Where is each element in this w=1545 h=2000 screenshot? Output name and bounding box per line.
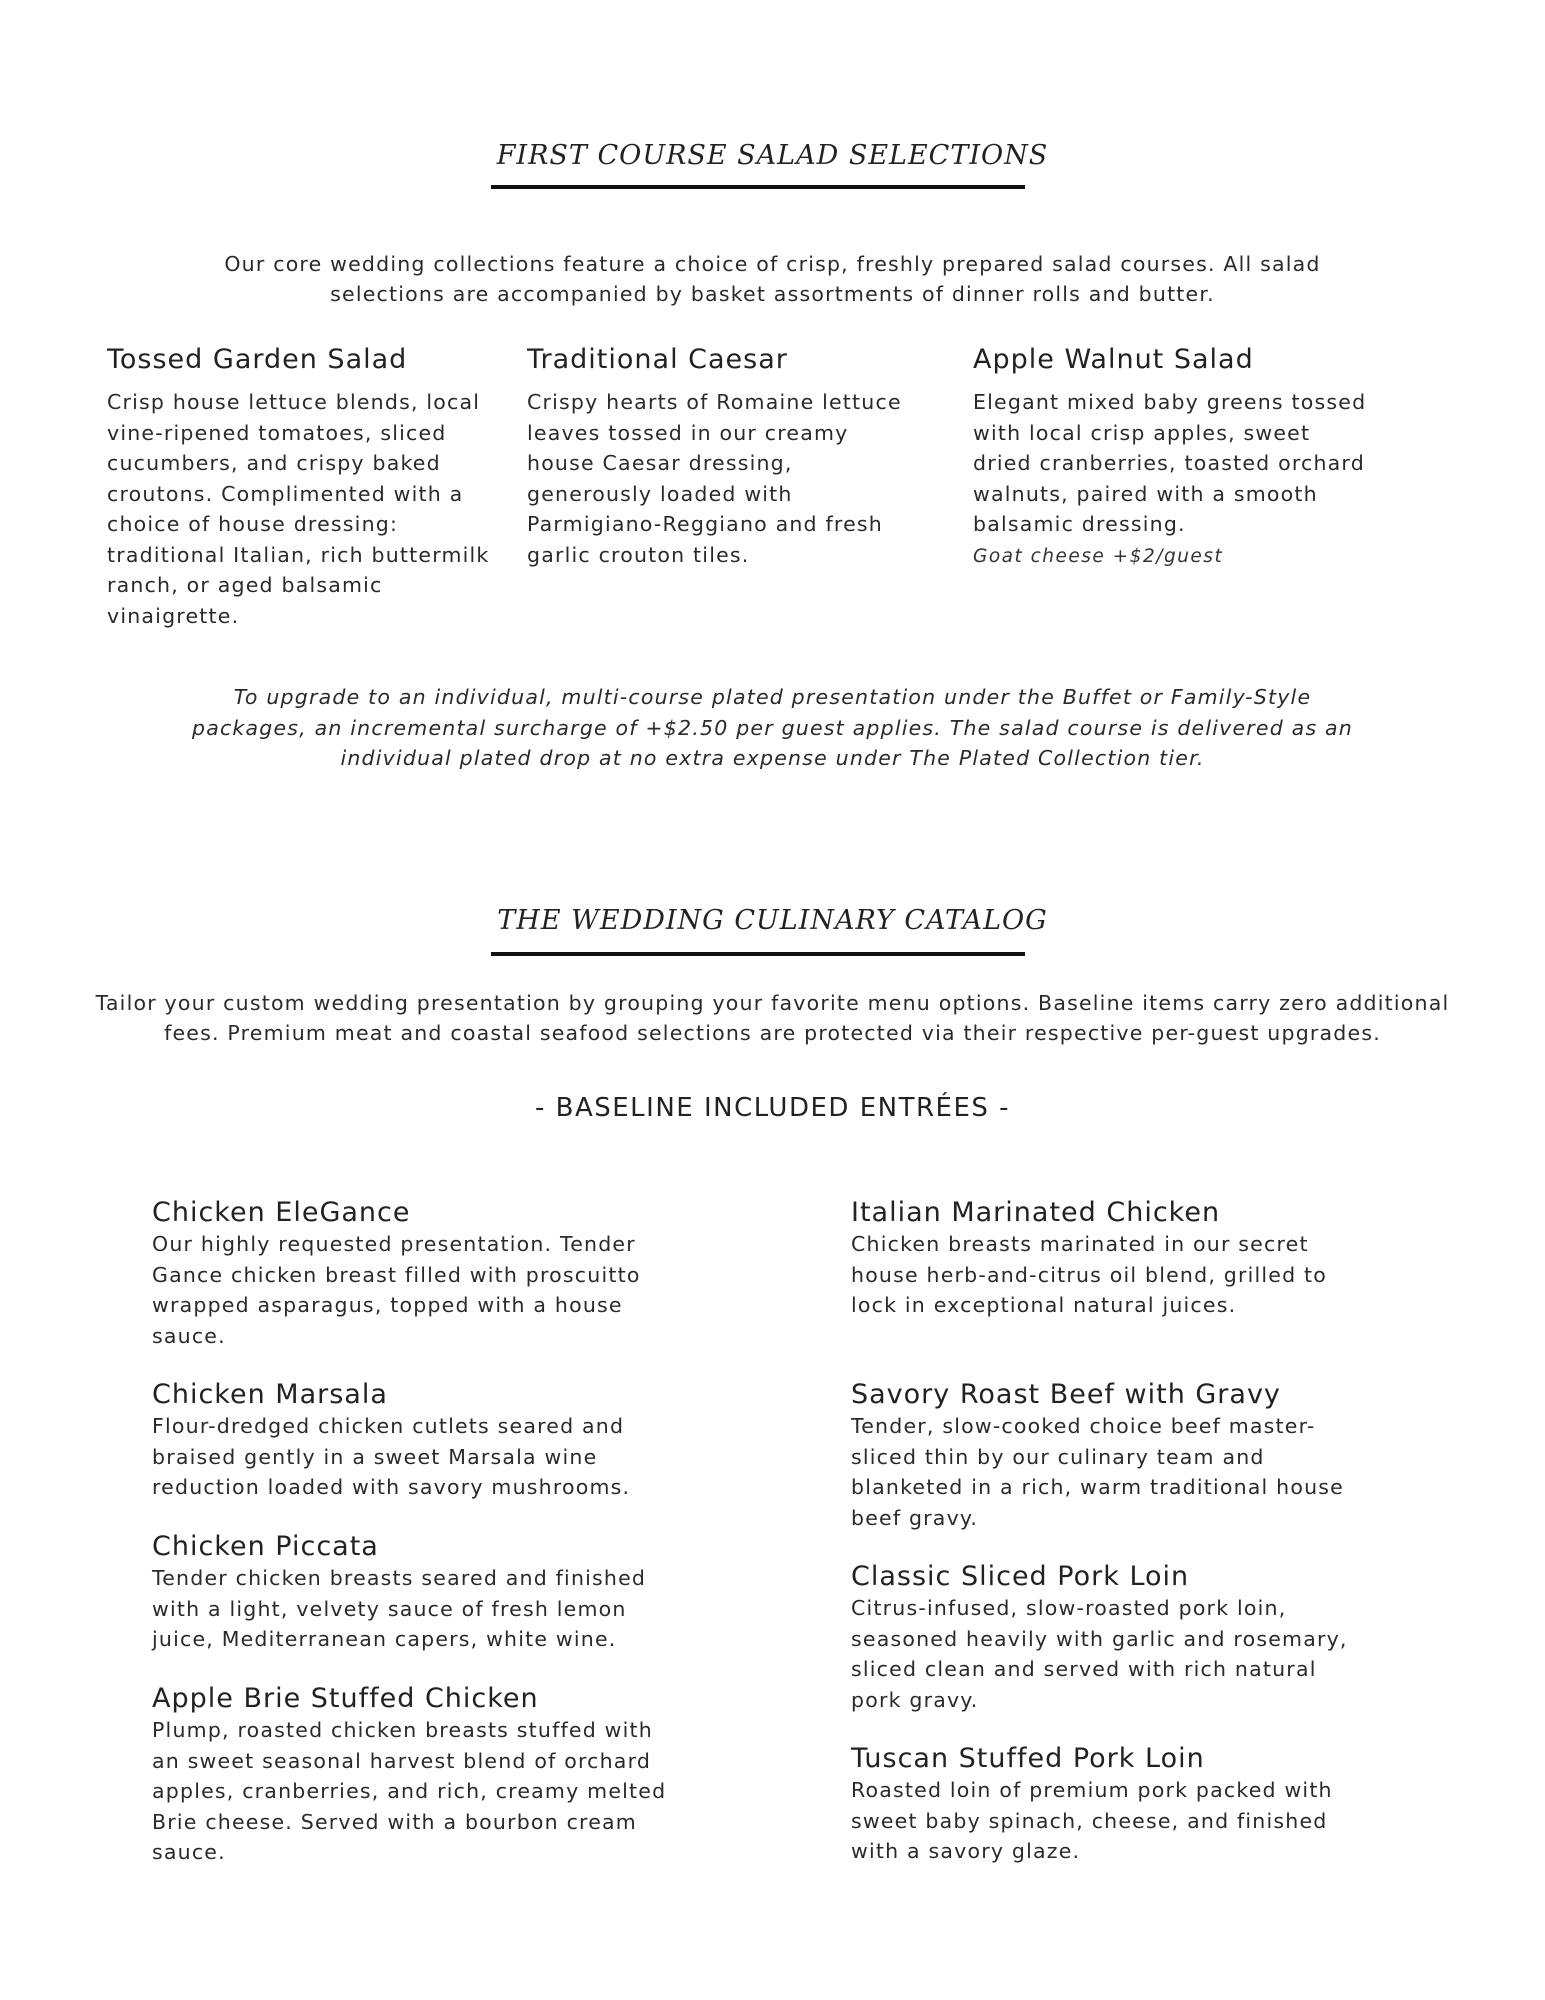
catalog-section-title: THE WEDDING CULINARY CATALOG (497, 905, 1048, 936)
entree-chicken-piccata (152, 1531, 672, 1655)
entree-name: Savory Roast Beef with Gravy (851, 1379, 1281, 1410)
catalog-title-rule (491, 952, 1025, 956)
entree-apple-brie-stuffed-chicken (152, 1683, 672, 1868)
salad-name: Traditional Caesar (527, 344, 788, 375)
baseline-entrees-subheading: - BASELINE INCLUDED ENTRÉES - (534, 1093, 1011, 1123)
salad-name: Apple Walnut Salad (973, 344, 1254, 375)
salad-description: Crisp house lettuce blends, local vine-ripened tomatoes, sliced cucumbers, and crispy baked croutons. Complimented with a choice of house dressing: traditional Italian, rich buttermilk ranch, or aged balsamic vinaigrette. (107, 390, 490, 628)
salad-section-title: FIRST COURSE SALAD SELECTIONS (496, 140, 1049, 171)
entree-name: Classic Sliced Pork Loin (851, 1561, 1190, 1592)
salad-apple-walnut (973, 344, 1373, 567)
entree-description: Plump, roasted chicken breasts stuffed with an sweet seasonal harvest blend of orchard apples, cranberries, and rich, creamy melted Brie cheese. Served with a bourbon cream sauce. (152, 1718, 667, 1864)
salad-title-rule (491, 185, 1025, 189)
entree-italian-marinated-chicken (851, 1197, 1371, 1321)
entree-name: Chicken EleGance (152, 1197, 411, 1228)
catalog-intro: Tailor your custom wedding presentation by grouping your favorite menu options. Baseline items carry zero additional fees. Premium meat and coastal seafood selections are protected via their respective per-guest upgrades. (95, 991, 1450, 1045)
entree-savory-roast-beef (851, 1379, 1371, 1533)
entree-description: Chicken breasts marinated in our secret house herb-and-citrus oil blend, grilled to lock in exceptional natural juices. (851, 1232, 1328, 1317)
entree-name: Apple Brie Stuffed Chicken (152, 1683, 539, 1714)
salad-description: Elegant mixed baby greens tossed with local crisp apples, sweet dried cranberries, toasted orchard walnuts, paired with a smooth balsamic dressing. (973, 390, 1367, 536)
entree-classic-sliced-pork-loin (851, 1561, 1371, 1715)
salad-description: Crispy hearts of Romaine lettuce leaves tossed in our creamy house Caesar dressing, generously loaded with Parmigiano-Reggiano and fresh garlic crouton tiles. (527, 390, 902, 567)
entree-tuscan-stuffed-pork-loin (851, 1743, 1371, 1867)
entree-description: Tender chicken breasts seared and finished with a light, velvety sauce of fresh lemon juice, Mediterranean capers, white wine. (152, 1566, 647, 1651)
entree-chicken-marsala (152, 1379, 672, 1503)
entree-name: Chicken Piccata (152, 1531, 379, 1562)
entree-name: Tuscan Stuffed Pork Loin (851, 1743, 1205, 1774)
entree-name: Italian Marinated Chicken (851, 1197, 1221, 1228)
entree-description: Our highly requested presentation. Tender Gance chicken breast filled with proscuitto wrapped asparagus, topped with a house sauce. (152, 1232, 641, 1348)
entree-name: Chicken Marsala (152, 1379, 388, 1410)
entree-description: Tender, slow-cooked choice beef master-sliced thin by our culinary team and blanketed in a rich, warm traditional house beef gravy. (851, 1414, 1344, 1530)
salad-addon: Goat cheese +$2/guest (973, 545, 1224, 567)
salad-intro: Our core wedding collections feature a choice of crisp, freshly prepared salad courses. All salad selections are accompanied by basket assortments of dinner rolls and butter. (224, 252, 1321, 306)
entree-description: Roasted loin of premium pork packed with sweet baby spinach, cheese, and finished with a savory glaze. (851, 1778, 1333, 1863)
entree-description: Citrus-infused, slow-roasted pork loin, seasoned heavily with garlic and rosemary, sliced clean and served with rich natural pork gravy. (851, 1596, 1348, 1712)
salad-traditional-caesar (527, 344, 922, 570)
salad-tossed-garden (107, 344, 492, 631)
salad-upgrade-note: To upgrade to an individual, multi-course plated presentation under the Buffet or Family-Style packages, an incremental surcharge of +$2.50 per guest applies. The salad course is delivered as an individual plated drop at no extra expense under The Plated Collection tier. (191, 685, 1353, 770)
entree-chicken-elegance (152, 1197, 672, 1351)
salad-name: Tossed Garden Salad (107, 344, 408, 375)
entree-description: Flour-dredged chicken cutlets seared and braised gently in a sweet Marsala wine reduction loaded with savory mushrooms. (152, 1414, 631, 1499)
